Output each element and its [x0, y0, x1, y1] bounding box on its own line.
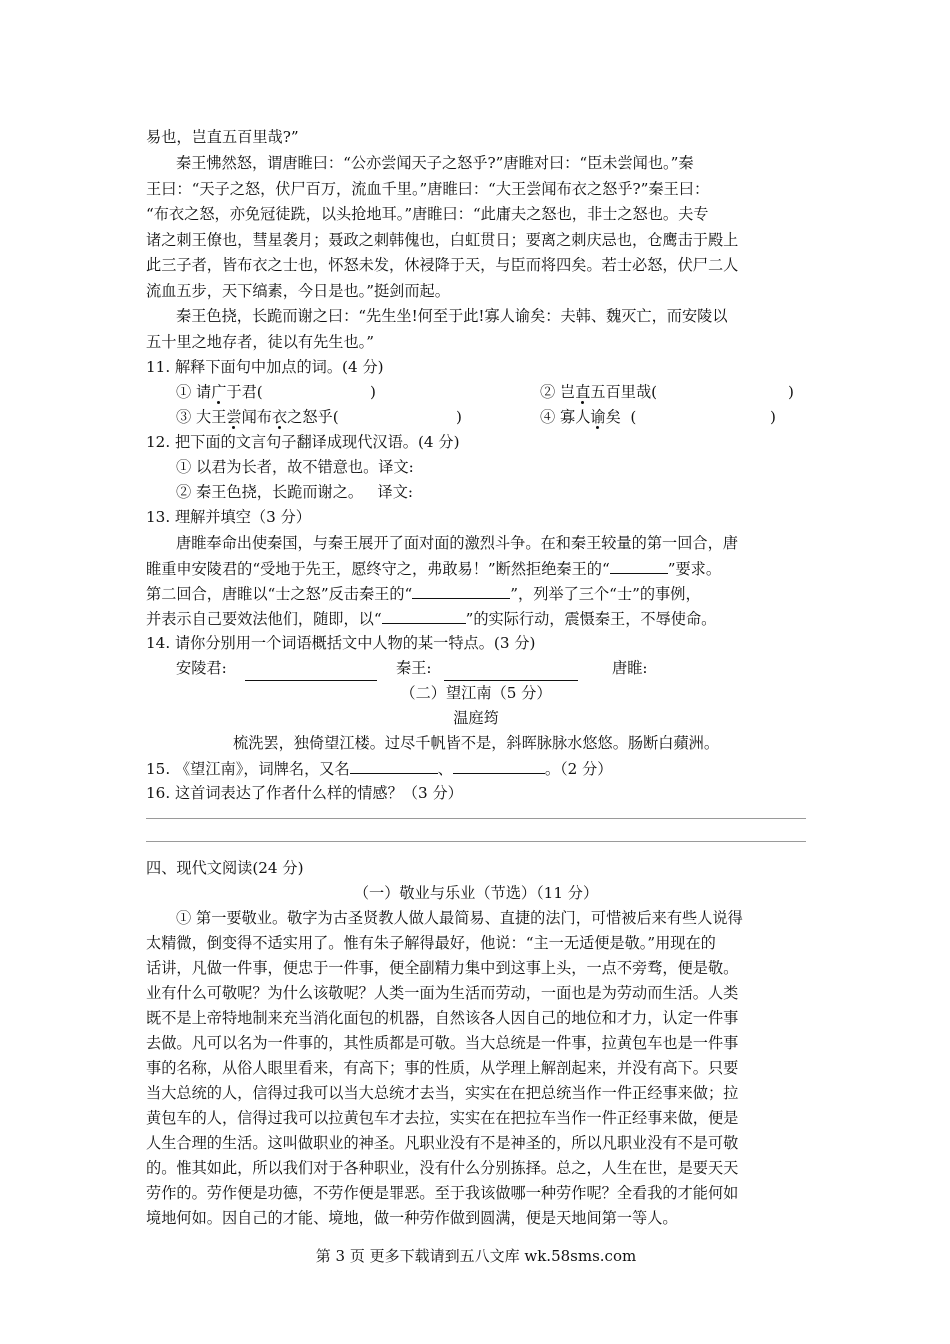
q14-tangju-label: 唐睢: — [612, 659, 648, 677]
essay-line: 境地何如。因自己的才能、境地，做一种劳作做到圆满，便是天地间第一等人。 — [146, 1209, 678, 1227]
passage-line: “布衣之怒，亦免冠徒跣，以头抢地耳。”唐睢曰：“此庸夫之怒也，非士之怒也。夫专 — [146, 205, 709, 223]
q13-line: 唐睢奉命出使秦国，与秦王展开了面对面的激烈斗争。在和秦王较量的第一回合，唐 — [176, 534, 738, 552]
essay-line: 事的名称，从俗人眼里看来，有高下；事的性质，从学理上解剖起来，并没有高下。只要 — [146, 1059, 739, 1077]
answer-blank[interactable] — [453, 757, 545, 774]
passage-line: 流血五步，天下缟素，今日是也。”挺剑而起。 — [146, 282, 450, 300]
q12-sentence-1: ① 以君为长者，故不错意也。译文: — [176, 458, 414, 476]
section-4-title: 四、现代文阅读(24 分) — [146, 859, 304, 877]
passage-line: 易也，岂直五百里哉?” — [146, 128, 299, 146]
answer-blank[interactable] — [610, 557, 668, 574]
q13-line: 并表示自己要效法他们，随即，以“ ”的实际行动，震慑秦王，不辱使命。 — [146, 607, 716, 630]
question-11-title: 11. 解释下面句中加点的词。(4 分) — [146, 358, 384, 376]
answer-line[interactable] — [146, 818, 806, 819]
answer-blank[interactable] — [245, 664, 377, 681]
essay-line: 去做。凡可以名为一件事的，其性质都是可敬。当大总统是一件事，拉黄包车也是一件事 — [146, 1034, 739, 1052]
answer-blank[interactable] — [382, 607, 466, 624]
poem-author: 温庭筠 — [453, 709, 499, 727]
question-14-title: 14. 请你分别用一个词语概括文中人物的某一特点。(3 分) — [146, 634, 536, 652]
q11-item-1: ① 请广于君( — [176, 383, 263, 401]
page-footer: 第 3 页 更多下载请到五八文库 wk.58sms.com — [315, 1247, 637, 1265]
essay-line: 既不是上帝特地制来充当消化面包的机器，自然该各人因自己的地位和才力，认定一件事 — [146, 1009, 739, 1027]
essay-line: 业有什么可敬呢？为什么该敬呢？人类一面为生活而劳动，一面也是为劳动而生活。人类 — [146, 984, 739, 1002]
passage-line: 此三子者，皆布衣之士也，怀怒未发，休祲降于天，与臣而将四矣。若士必怒，伏尸二人 — [146, 256, 739, 274]
q11-item-4: ④ 寡人谕矣 ( — [540, 408, 637, 426]
q13-line: 睢重申安陵君的“受地于先王，愿终守之，弗敢易！”断然拒绝秦王的“ ”要求。 — [146, 557, 721, 580]
essay-line: 劳作的。劳作便是功德，不劳作便是罪恶。至于我该做哪一种劳作呢？全看我的才能何如 — [146, 1184, 739, 1202]
essay-line: 人生合理的生活。这叫做职业的神圣。凡职业没有不是神圣的，所以凡职业没有不是可敬 — [146, 1134, 739, 1152]
passage-line: 秦王怫然怒，谓唐睢曰：“公亦尝闻天子之怒乎?”唐睢对曰：“臣未尝闻也。”秦 — [176, 154, 694, 172]
q11-item-3-close: ) — [456, 408, 462, 426]
essay-line: 话讲，凡做一件事，便忠于一件事，便全副精力集中到这事上头，一点不旁骛，便是敬。 — [146, 959, 739, 977]
question-15: 15. 《望江南》，词牌名，又名 、 。（2 分） — [146, 757, 612, 780]
passage-line: 五十里之地存者，徒以有先生也。” — [146, 333, 374, 351]
q14-anling-label: 安陵君: — [176, 659, 227, 677]
essay-line: 太精微，倒变得不适实用了。惟有朱子解得最好，他说：“主一无适便是敬。”用现在的 — [146, 934, 716, 952]
passage-line: 王曰：“天子之怒，伏尸百万，流血千里。”唐睢曰：“大王尝闻布衣之怒乎?”秦王曰： — [146, 180, 710, 198]
answer-line[interactable] — [146, 841, 806, 842]
answer-blank[interactable] — [412, 582, 510, 599]
q12-sentence-2: ② 秦王色挠，长跪而谢之。 译文: — [176, 483, 414, 501]
q14-qinwang-label: 秦王: — [396, 659, 432, 677]
essay-line: 黄包车的人，信得过我可以拉黄包车才去拉，实实在在把拉车当作一件正经事来做，便是 — [146, 1109, 739, 1127]
question-16-title: 16. 这首词表达了作者什么样的情感？（3 分） — [146, 784, 463, 802]
q11-item-1-close: ) — [370, 383, 376, 401]
section-4-subheading: （一）敬业与乐业（节选）（11 分） — [353, 884, 599, 902]
q11-item-2-close: ) — [788, 383, 794, 401]
poem-text: 梳洗罢，独倚望江楼。过尽千帆皆不是，斜晖脉脉水悠悠。肠断白蘋洲。 — [233, 734, 719, 752]
question-13-title: 13. 理解并填空（3 分） — [146, 508, 311, 526]
passage-line: 秦王色挠，长跪而谢之曰：“先生坐!何至于此!寡人谕矣：夫韩、魏灭亡，而安陵以 — [176, 307, 728, 325]
essay-line: ① 第一要敬业。敬字为古圣贤教人做人最简易、直捷的法门，可惜被后来有些人说得 — [176, 909, 743, 927]
answer-blank[interactable] — [444, 664, 578, 681]
answer-blank[interactable] — [350, 757, 438, 774]
q11-item-4-close: ) — [770, 408, 776, 426]
q13-line: 第二回合，唐睢以“士之怒”反击秦王的“ ”，列举了三个“士”的事例， — [146, 582, 701, 605]
essay-line: 当大总统的人，信得过我可以当大总统才去当，实实在在把总统当作一件正经事来做；拉 — [146, 1084, 739, 1102]
q11-item-3: ③ 大王尝闻布衣之怒乎( — [176, 408, 339, 426]
essay-line: 的。惟其如此，所以我们对于各种职业，没有什么分别拣择。总之，人生在世，是要天天 — [146, 1159, 739, 1177]
passage-line: 诸之刺王僚也，彗星袭月；聂政之刺韩傀也，白虹贯日；要离之刺庆忌也，仓鹰击于殿上 — [146, 231, 739, 249]
poem-heading: （二）望江南（5 分） — [400, 684, 552, 702]
q11-item-2: ② 岂直五百里哉( — [540, 383, 658, 401]
question-12-title: 12. 把下面的文言句子翻译成现代汉语。(4 分) — [146, 433, 460, 451]
